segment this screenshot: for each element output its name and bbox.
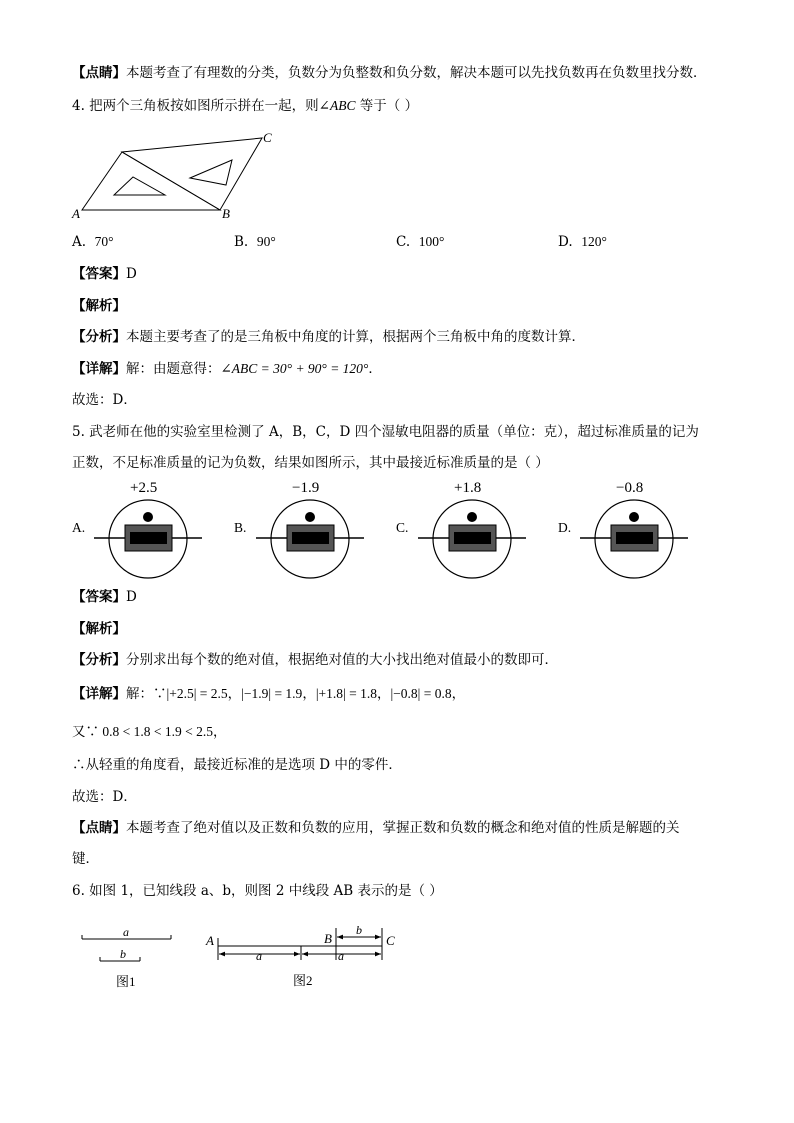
label-b: b (120, 947, 126, 961)
detail-tag: 【详解】 (72, 361, 126, 377)
abs-expr-1: |+2.5| = 2.5 (166, 686, 228, 701)
abs-expr-4: |−0.8| = 0.8 (390, 686, 452, 701)
q4-option-b[interactable] (234, 234, 276, 250)
analysis-tag: 【分析】 (72, 329, 126, 345)
q5-stem-line2: 正数，不足标准质量的记为负数，结果如图所示，其中最接近标准质量的是（ ） (72, 455, 549, 471)
resistor-option-b[interactable] (234, 478, 394, 583)
label-A: A (72, 206, 80, 221)
option-letter: B. (234, 234, 249, 250)
set-square-2-hole (190, 160, 232, 185)
q6-figure-1 (72, 920, 182, 992)
q5-resistor-row (72, 478, 722, 583)
q4-answer (72, 265, 137, 283)
note-tag: 【点睛】 (72, 820, 126, 836)
label-C: C (386, 933, 395, 948)
q5-jiexi: 【解析】 (72, 621, 126, 637)
option-letter: A. (72, 234, 87, 250)
resistor-option-a[interactable] (72, 478, 232, 583)
option-letter: D. (558, 520, 572, 535)
answer-tag: 【答案】 (72, 589, 126, 605)
q6-figure-2 (200, 918, 410, 992)
q4-option-c[interactable] (396, 234, 444, 250)
option-value: 120° (581, 234, 607, 249)
q5-detail: 【详解】解：∵|+2.5| = 2.5，|−1.9| = 1.9，|+1.8| = 1.8，|−0.8| = 0.8， (72, 686, 466, 702)
set-square-2 (122, 138, 262, 210)
analysis-text: 本题主要考查了的是三角板中角度的计算，根据两个三角板中角的度数计算． (126, 329, 585, 345)
abs-expr-3: |+1.8| = 1.8 (315, 686, 377, 701)
resistor-symbol (92, 496, 204, 580)
q4-analysis (72, 328, 585, 346)
detail-formula: ∠ABC = 30° + 90° = 120° (220, 361, 369, 376)
label-A: A (206, 933, 214, 948)
q4-stem (72, 97, 418, 115)
q5-note-line1 (72, 819, 680, 837)
q4-angle: ∠ABC (318, 98, 356, 113)
option-letter: B. (234, 520, 247, 535)
option-letter: D. (558, 234, 573, 250)
q4-jiexi: 【解析】 (72, 298, 126, 314)
q4-detail (72, 360, 382, 378)
resistor-option-c[interactable] (396, 478, 556, 583)
detail-text: 解：由题意得： (126, 361, 221, 377)
option-value: 70° (94, 234, 114, 249)
set-square-1-hole (114, 177, 165, 195)
option-letter: A. (72, 520, 86, 535)
resistor-symbol (578, 496, 690, 580)
q5-analysis (72, 651, 558, 669)
option-value: 100° (418, 234, 445, 249)
abs-expr-2: |−1.9| = 1.9 (241, 686, 303, 701)
label-B: B (222, 206, 230, 221)
resistor-option-d[interactable] (558, 478, 718, 583)
analysis-tag: 【分析】 (72, 652, 126, 668)
label-C: C (263, 130, 272, 145)
q5-note-line2: 键． (72, 851, 99, 867)
q4-triangle-figure (60, 126, 290, 226)
analysis-text: 分别求出每个数的绝对值，根据绝对值的大小找出绝对值最小的数即可． (126, 652, 558, 668)
option-value: 90° (256, 234, 276, 249)
answer-value: D (126, 266, 137, 282)
q3-note (72, 64, 707, 82)
q4-option-a[interactable] (72, 234, 114, 250)
label-B: B (324, 931, 332, 946)
detail-tag: 【详解】 (72, 686, 126, 702)
q5-conclusion: ∴从轻重的角度看，最接近标准的是选项 D 中的零件． (72, 757, 402, 773)
answer-tag: 【答案】 (72, 266, 126, 282)
q5-choice: 故选：D． (72, 789, 137, 805)
figure-2-caption: 图2 (293, 973, 313, 988)
note-text: 本题考查了有理数的分类，负数分为负整数和负分数，解决本题可以先找负数再在负数里找分数． (126, 65, 707, 81)
detail-end: ． (368, 361, 382, 377)
answer-value: D (126, 589, 137, 605)
resistor-value: −1.9 (292, 480, 320, 496)
resistor-symbol (254, 496, 366, 580)
note-text: 本题考查了绝对值以及正数和负数的应用，掌握正数和负数的概念和绝对值的性质是解题的关 (126, 820, 680, 836)
detail-text: 解：∵ (126, 686, 167, 702)
option-letter: C. (396, 520, 409, 535)
q5-answer (72, 588, 137, 606)
q5-stem-line1: 5. 武老师在他的实验室里检测了 A，B，C，D 四个湿敏电阻器的质量（单位：克），超过标准质量的记为 (72, 424, 699, 440)
label-a-1: a (256, 949, 262, 963)
set-square-1 (82, 152, 220, 210)
label-a: a (123, 925, 129, 939)
figure-1-caption: 图1 (116, 974, 136, 989)
q4-choice: 故选：D． (72, 392, 137, 408)
label-a-2: a (338, 949, 344, 963)
q6-stem: 6. 如图 1，已知线段 a、b，则图 2 中线段 AB 表示的是（ ） (72, 883, 443, 899)
q5-compare: 又∵ 0.8 < 1.8 < 1.9 < 2.5， (72, 724, 227, 739)
resistor-value: −0.8 (616, 480, 644, 496)
q4-stem-end: 等于（ ） (355, 98, 419, 114)
resistor-symbol (416, 496, 528, 580)
resistor-value: +1.8 (454, 480, 482, 496)
q4-stem-text: 4. 把两个三角板按如图所示拼在一起，则 (72, 98, 319, 114)
q4-option-d[interactable] (558, 234, 607, 250)
option-letter: C. (396, 234, 411, 250)
resistor-value: +2.5 (130, 480, 158, 496)
note-tag: 【点睛】 (72, 65, 126, 81)
label-b: b (356, 923, 362, 937)
